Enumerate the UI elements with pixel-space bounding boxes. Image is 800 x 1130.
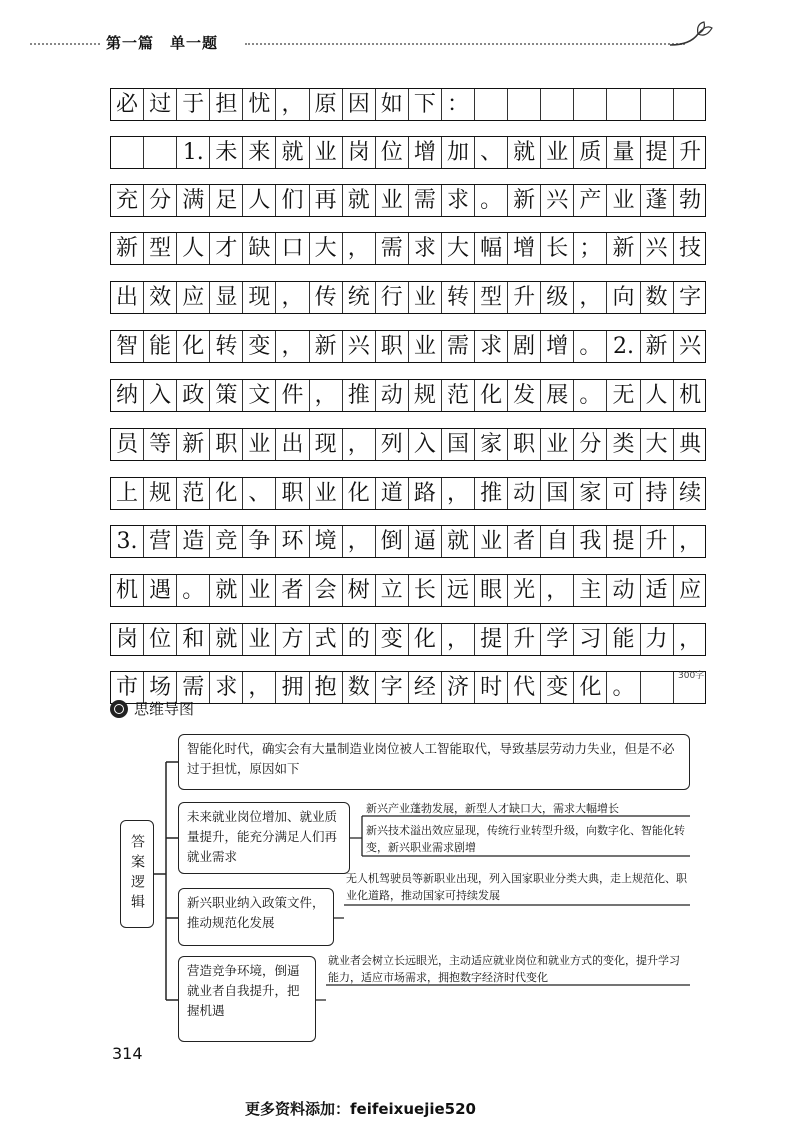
grid-cell: 道: [376, 478, 409, 509]
grid-cell: 充: [111, 185, 144, 216]
grid-cell: 字: [376, 672, 409, 703]
grid-cell: 提: [475, 624, 508, 655]
grid-cell: 型: [475, 282, 508, 313]
grid-cell: 新: [111, 233, 144, 264]
grid-cell: ，: [276, 331, 309, 362]
grid-cell: 未: [210, 137, 243, 168]
grid-cell: 质: [574, 137, 607, 168]
grid-cell: 足: [210, 185, 243, 216]
grid-cell: 量: [607, 137, 640, 168]
grid-cell: 出: [276, 429, 309, 460]
grid-cell: 逼: [409, 526, 442, 557]
mindmap-branch-1: 未来就业岗位增加、就业质量提升，能充分满足人们再就业需求: [178, 802, 350, 874]
grid-cell: 提: [607, 526, 640, 557]
grid-cell: 时: [475, 672, 508, 703]
grid-cell: 行: [376, 282, 409, 313]
grid-cell: 。: [574, 380, 607, 411]
grid-cell: 求: [475, 331, 508, 362]
grid-cell: 人: [243, 185, 276, 216]
grid-cell: 业: [607, 185, 640, 216]
grid-cell: ，: [343, 233, 376, 264]
grid-cell: 学: [541, 624, 574, 655]
grid-cell: 2.: [607, 331, 640, 362]
grid-cell: 业: [243, 429, 276, 460]
grid-cell: 主: [574, 575, 607, 606]
grid-cell: 者: [508, 526, 541, 557]
grid-cell: 造: [177, 526, 210, 557]
grid-cell: 传: [310, 282, 343, 313]
grid-cell: 的: [343, 624, 376, 655]
grid-cell: 。: [177, 575, 210, 606]
grid-cell: 范: [177, 478, 210, 509]
grid-cell: 动: [508, 478, 541, 509]
grid-cell: 光: [508, 575, 541, 606]
grid-cell: 大: [641, 429, 674, 460]
grid-cell: 口: [276, 233, 309, 264]
grid-cell: 抱: [310, 672, 343, 703]
grid-cell: ；: [574, 233, 607, 264]
grid-cell: 智: [111, 331, 144, 362]
grid-cell: 求: [409, 233, 442, 264]
grid-cell: 入: [144, 380, 177, 411]
grid-cell: 能: [607, 624, 640, 655]
grid-cell: ，: [679, 627, 702, 652]
grid-cell: 我: [574, 526, 607, 557]
grid-cell: 3.: [111, 526, 144, 557]
grid-cell: 机: [679, 383, 702, 408]
grid-cell: 长: [409, 575, 442, 606]
grid-cell: 升: [508, 624, 541, 655]
mindmap-root: 答案逻辑: [120, 820, 154, 928]
grid-cell: ，: [679, 529, 702, 554]
mindmap-branch-3: 营造竞争环境，倒逼就业者自我提升，把握机遇: [178, 956, 316, 1042]
branch-3-note: 就业者会树立长远眼光，主动适应就业岗位和就业方式的变化，提升学习能力，适应市场需求，拥抱数字经济时代变化: [328, 954, 680, 984]
grid-cell: 遇: [144, 575, 177, 606]
grid-cell: ，: [574, 282, 607, 313]
grid-cell: 转: [442, 282, 475, 313]
grid-cell: 范: [442, 380, 475, 411]
grid-cell: 勃: [679, 188, 702, 213]
grid-cell: 规: [144, 478, 177, 509]
grid-cell: 变: [243, 331, 276, 362]
grid-cell: 变: [376, 624, 409, 655]
grid-cell: 原: [310, 89, 343, 120]
grid-cell: 幅: [475, 233, 508, 264]
grid-cell: 效: [144, 282, 177, 313]
grid-cell: 拥: [276, 672, 309, 703]
grid-cell: ，: [310, 380, 343, 411]
grid-cell: 兴: [541, 185, 574, 216]
grid-cell: ：: [442, 89, 475, 120]
grid-cell: 方: [276, 624, 309, 655]
grid-cell: 展: [541, 380, 574, 411]
footer-note: 更多资料添加：feifeixuejie520: [245, 1100, 476, 1118]
grid-cell: 济: [442, 672, 475, 703]
grid-cell: ，: [343, 429, 376, 460]
grid-cell: 倒: [376, 526, 409, 557]
grid-cell: 位: [376, 137, 409, 168]
grid-cell: ，: [541, 575, 574, 606]
grid-cell: 长: [541, 233, 574, 264]
grid-cell: 业: [409, 282, 442, 313]
grid-cell: 需: [376, 233, 409, 264]
grid-cell: 家: [475, 429, 508, 460]
grid-cell: 。: [574, 331, 607, 362]
grid-cell: 大: [442, 233, 475, 264]
grid-cell: 新: [641, 331, 674, 362]
grid-cell: 如: [376, 89, 409, 120]
grid-cell: 适: [641, 575, 674, 606]
grid-cell: 求: [210, 672, 243, 703]
grid-cell: 场: [144, 672, 177, 703]
grid-cell: 业: [310, 137, 343, 168]
grid-cell: 向: [607, 282, 640, 313]
grid-cell: 业: [475, 526, 508, 557]
grid-cell: 机: [111, 575, 144, 606]
grid-cell: 蓬: [641, 185, 674, 216]
grid-cell: 数: [343, 672, 376, 703]
grid-cell: 缺: [243, 233, 276, 264]
grid-cell: 推: [343, 380, 376, 411]
branch-1-note-1: 新兴产业蓬勃发展，新型人才缺口大，需求大幅增长: [366, 802, 619, 815]
branch-1-note-2: 新兴技术溢出效应显现，传统行业转型升级，向数字化、智能化转变，新兴职业需求剧增: [366, 824, 685, 854]
grid-cell: 就: [210, 624, 243, 655]
grid-cell: 升: [641, 526, 674, 557]
chapter-title: 第一篇 单一题: [106, 34, 219, 52]
grid-cell: 职: [276, 478, 309, 509]
grid-cell: 远: [442, 575, 475, 606]
grid-cell: 于: [177, 89, 210, 120]
grid-cell: 就: [442, 526, 475, 557]
grid-cell: 提: [641, 137, 674, 168]
grid-cell: ，: [243, 672, 276, 703]
grid-cell: 显: [210, 282, 243, 313]
grid-cell: 业: [243, 624, 276, 655]
grid-cell: 求: [442, 185, 475, 216]
grid-cell: 化: [475, 380, 508, 411]
grid-cell: 经: [409, 672, 442, 703]
grid-cell: 争: [243, 526, 276, 557]
grid-cell: 就: [343, 185, 376, 216]
grid-cell: 应: [177, 282, 210, 313]
grid-cell: 技: [679, 236, 702, 261]
grid-cell: 推: [475, 478, 508, 509]
grid-cell: 规: [409, 380, 442, 411]
grid-cell: 路: [409, 478, 442, 509]
grid-cell: 产: [574, 185, 607, 216]
grid-cell: 们: [276, 185, 309, 216]
grid-cell: 才: [210, 233, 243, 264]
grid-cell: 再: [310, 185, 343, 216]
grid-cell: 1.: [177, 137, 210, 168]
grid-cell: 需: [409, 185, 442, 216]
mindmap-title: 思维导图: [134, 700, 195, 718]
grid-cell: 增: [508, 233, 541, 264]
grid-cell: 国: [541, 478, 574, 509]
grid-cell: 人: [641, 380, 674, 411]
grid-cell: 化: [574, 672, 607, 703]
grid-cell: 变: [541, 672, 574, 703]
grid-cell: 大: [310, 233, 343, 264]
grid-cell: 出: [111, 282, 144, 313]
grid-cell: 兴: [343, 331, 376, 362]
grid-cell: 化: [210, 478, 243, 509]
page-number: 314: [112, 1044, 143, 1063]
grid-cell: 和: [177, 624, 210, 655]
grid-cell: 就: [210, 575, 243, 606]
grid-cell: 等: [144, 429, 177, 460]
grid-cell: 就: [508, 137, 541, 168]
grid-cell: 新: [310, 331, 343, 362]
grid-cell: 竞: [210, 526, 243, 557]
grid-cell: 剧: [508, 331, 541, 362]
grid-cell: 型: [144, 233, 177, 264]
grid-cell: 必: [111, 89, 144, 120]
grid-cell: 政: [177, 380, 210, 411]
grid-cell: 数: [641, 282, 674, 313]
grid-cell: 人: [177, 233, 210, 264]
grid-cell: 自: [541, 526, 574, 557]
grid-cell: 统: [343, 282, 376, 313]
grid-cell: 业: [376, 185, 409, 216]
grid-cell: 典: [679, 432, 702, 457]
grid-cell: 持: [641, 478, 674, 509]
grid-cell: 来: [243, 137, 276, 168]
grid-cell: 策: [210, 380, 243, 411]
grid-cell: 文: [243, 380, 276, 411]
grid-cell: 树: [343, 575, 376, 606]
grid-cell: 会: [310, 575, 343, 606]
grid-cell: 国: [442, 429, 475, 460]
grid-cell: ，: [442, 624, 475, 655]
grid-cell: 增: [541, 331, 574, 362]
grid-cell: 代: [508, 672, 541, 703]
grid-cell: 式: [310, 624, 343, 655]
grid-cell: 级: [541, 282, 574, 313]
grid-cell: 转: [210, 331, 243, 362]
grid-cell: 能: [144, 331, 177, 362]
grid-cell: 岗: [111, 624, 144, 655]
grid-cell: 者: [276, 575, 309, 606]
grid-cell: ，: [442, 478, 475, 509]
grid-cell: 忧: [243, 89, 276, 120]
grid-cell: 新: [607, 233, 640, 264]
grid-cell: 职: [210, 429, 243, 460]
grid-cell: 分: [144, 185, 177, 216]
grid-cell: 职: [376, 331, 409, 362]
grid-cell: 新: [177, 429, 210, 460]
grid-cell: 业: [243, 575, 276, 606]
grid-cell: 升: [679, 140, 702, 165]
grid-cell: 入: [409, 429, 442, 460]
grid-cell: 分: [574, 429, 607, 460]
grid-cell: 可: [607, 478, 640, 509]
grid-cell: 。: [607, 672, 640, 703]
grid-cell: 增: [409, 137, 442, 168]
word-counter: 300字: [678, 671, 705, 681]
grid-cell: 。: [475, 185, 508, 216]
grid-cell: 过: [144, 89, 177, 120]
grid-cell: 发: [508, 380, 541, 411]
grid-cell: 上: [111, 478, 144, 509]
grid-cell: 环: [276, 526, 309, 557]
grid-cell: 业: [541, 137, 574, 168]
grid-cell: 家: [574, 478, 607, 509]
grid-cell: 现: [243, 282, 276, 313]
grid-cell: 业: [409, 331, 442, 362]
grid-cell: 眼: [475, 575, 508, 606]
grid-cell: ，: [343, 526, 376, 557]
grid-cell: 因: [343, 89, 376, 120]
grid-cell: ，: [276, 282, 309, 313]
grid-cell: 满: [177, 185, 210, 216]
grid-cell: 加: [442, 137, 475, 168]
grid-cell: 化: [343, 478, 376, 509]
grid-cell: 升: [508, 282, 541, 313]
grid-cell: 现: [310, 429, 343, 460]
grid-cell: 纳: [111, 380, 144, 411]
grid-cell: 、: [243, 478, 276, 509]
grid-cell: 字: [679, 285, 702, 310]
grid-cell: 新: [508, 185, 541, 216]
branch-2-note: 无人机驾驶员等新职业出现，列入国家职业分类大典，走上规范化、职业化道路，推动国家可持续发展: [346, 872, 687, 902]
grid-cell: ，: [276, 89, 309, 120]
mindmap-branch-2: 新兴职业纳入政策文件，推动规范化发展: [178, 888, 334, 946]
grid-cell: 动: [376, 380, 409, 411]
grid-cell: 市: [111, 672, 144, 703]
grid-cell: 职: [508, 429, 541, 460]
grid-cell: 化: [409, 624, 442, 655]
grid-cell: 动: [607, 575, 640, 606]
grid-cell: 业: [541, 429, 574, 460]
grid-cell: 需: [177, 672, 210, 703]
grid-cell: 境: [310, 526, 343, 557]
grid-cell: 习: [574, 624, 607, 655]
grid-cell: 岗: [343, 137, 376, 168]
grid-cell: 化: [177, 331, 210, 362]
mindmap-top-box: 智能化时代，确实会有大量制造业岗位被人工智能取代，导致基层劳动力失业，但是不必过于担忧，原因如下: [178, 734, 690, 790]
grid-cell: 力: [641, 624, 674, 655]
grid-cell: 类: [607, 429, 640, 460]
grid-cell: 需: [442, 331, 475, 362]
grid-cell: 、: [475, 137, 508, 168]
grid-cell: 立: [376, 575, 409, 606]
grid-cell: 营: [144, 526, 177, 557]
grid-cell: 件: [276, 380, 309, 411]
grid-cell: 兴: [679, 334, 702, 359]
grid-cell: 兴: [641, 233, 674, 264]
grid-cell: 应: [679, 578, 702, 603]
grid-cell: 担: [210, 89, 243, 120]
grid-cell: 列: [376, 429, 409, 460]
grid-cell: 就: [276, 137, 309, 168]
grid-cell: 员: [111, 429, 144, 460]
grid-cell: 下: [409, 89, 442, 120]
grid-cell: 业: [310, 478, 343, 509]
grid-cell: 无: [607, 380, 640, 411]
grid-cell: 续: [679, 481, 702, 506]
grid-cell: 位: [144, 624, 177, 655]
